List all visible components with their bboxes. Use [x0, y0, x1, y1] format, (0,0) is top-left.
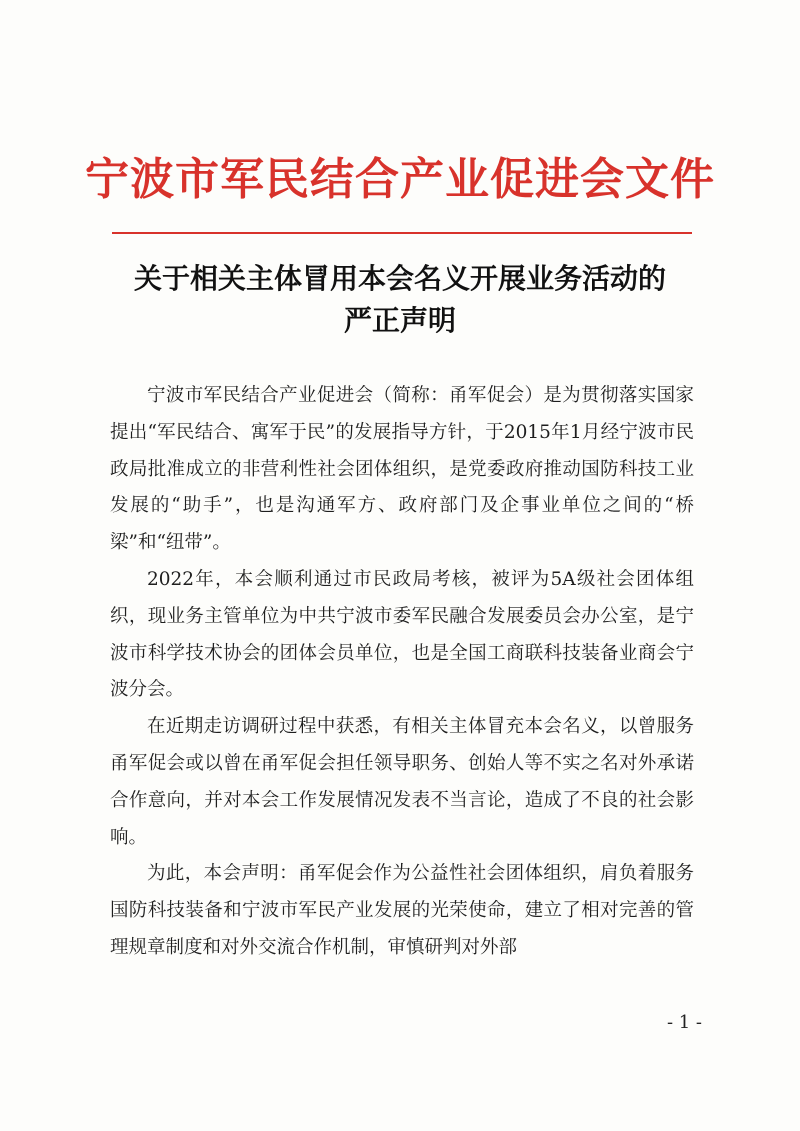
document-body: [110, 378, 694, 967]
document-header-title: 宁波市军民结合产业促进会文件: [85, 154, 715, 205]
paragraph-rating: 2022年，本会顺利通过市民政局考核，被评为5A级社会团体组织，现业务主管单位为中共宁波市委军民融合发展委员会办公室，是宁波市科学技术协会的团体会员单位，也是全国工商联科技装备业商会宁波分会。: [110, 568, 694, 701]
paragraph-introduction: 宁波市军民结合产业促进会（简称：甬军促会）是为贯彻落实国家提出“军民结合、寓军于民”的发展指导方针，于2015年1月经宁波市民政局批准成立的非营利性社会团体组织，是党委政府推动国防科技工业发展的“助手”，也是沟通军方、政府部门及企事业单位之间的“桥梁”和“纽带”。: [110, 385, 694, 554]
document-title-line-2: 严正声明: [343, 304, 456, 337]
paragraph-declaration: 为此，本会声明：甬军促会作为公益性社会团体组织，肩负着服务国防科技装备和宁波市军民产业发展的光荣使命，建立了相对完善的管理规章制度和对外交流合作机制，审慎研判对外部: [110, 863, 694, 958]
paragraph-impersonation: 在近期走访调研过程中获悉，有相关主体冒充本会名义，以曾服务甬军促会或以曾在甬军促会担任领导职务、创始人等不实之名对外承诺合作意向，并对本会工作发展情况发表不当言论，造成了不良的社会影响。: [110, 716, 694, 848]
document-title: [0, 258, 800, 342]
document-title-line-1: 关于相关主体冒用本会名义开展业务活动的: [133, 262, 666, 295]
page-number: - 1 -: [666, 1012, 702, 1033]
header-red-rule: [112, 232, 692, 234]
